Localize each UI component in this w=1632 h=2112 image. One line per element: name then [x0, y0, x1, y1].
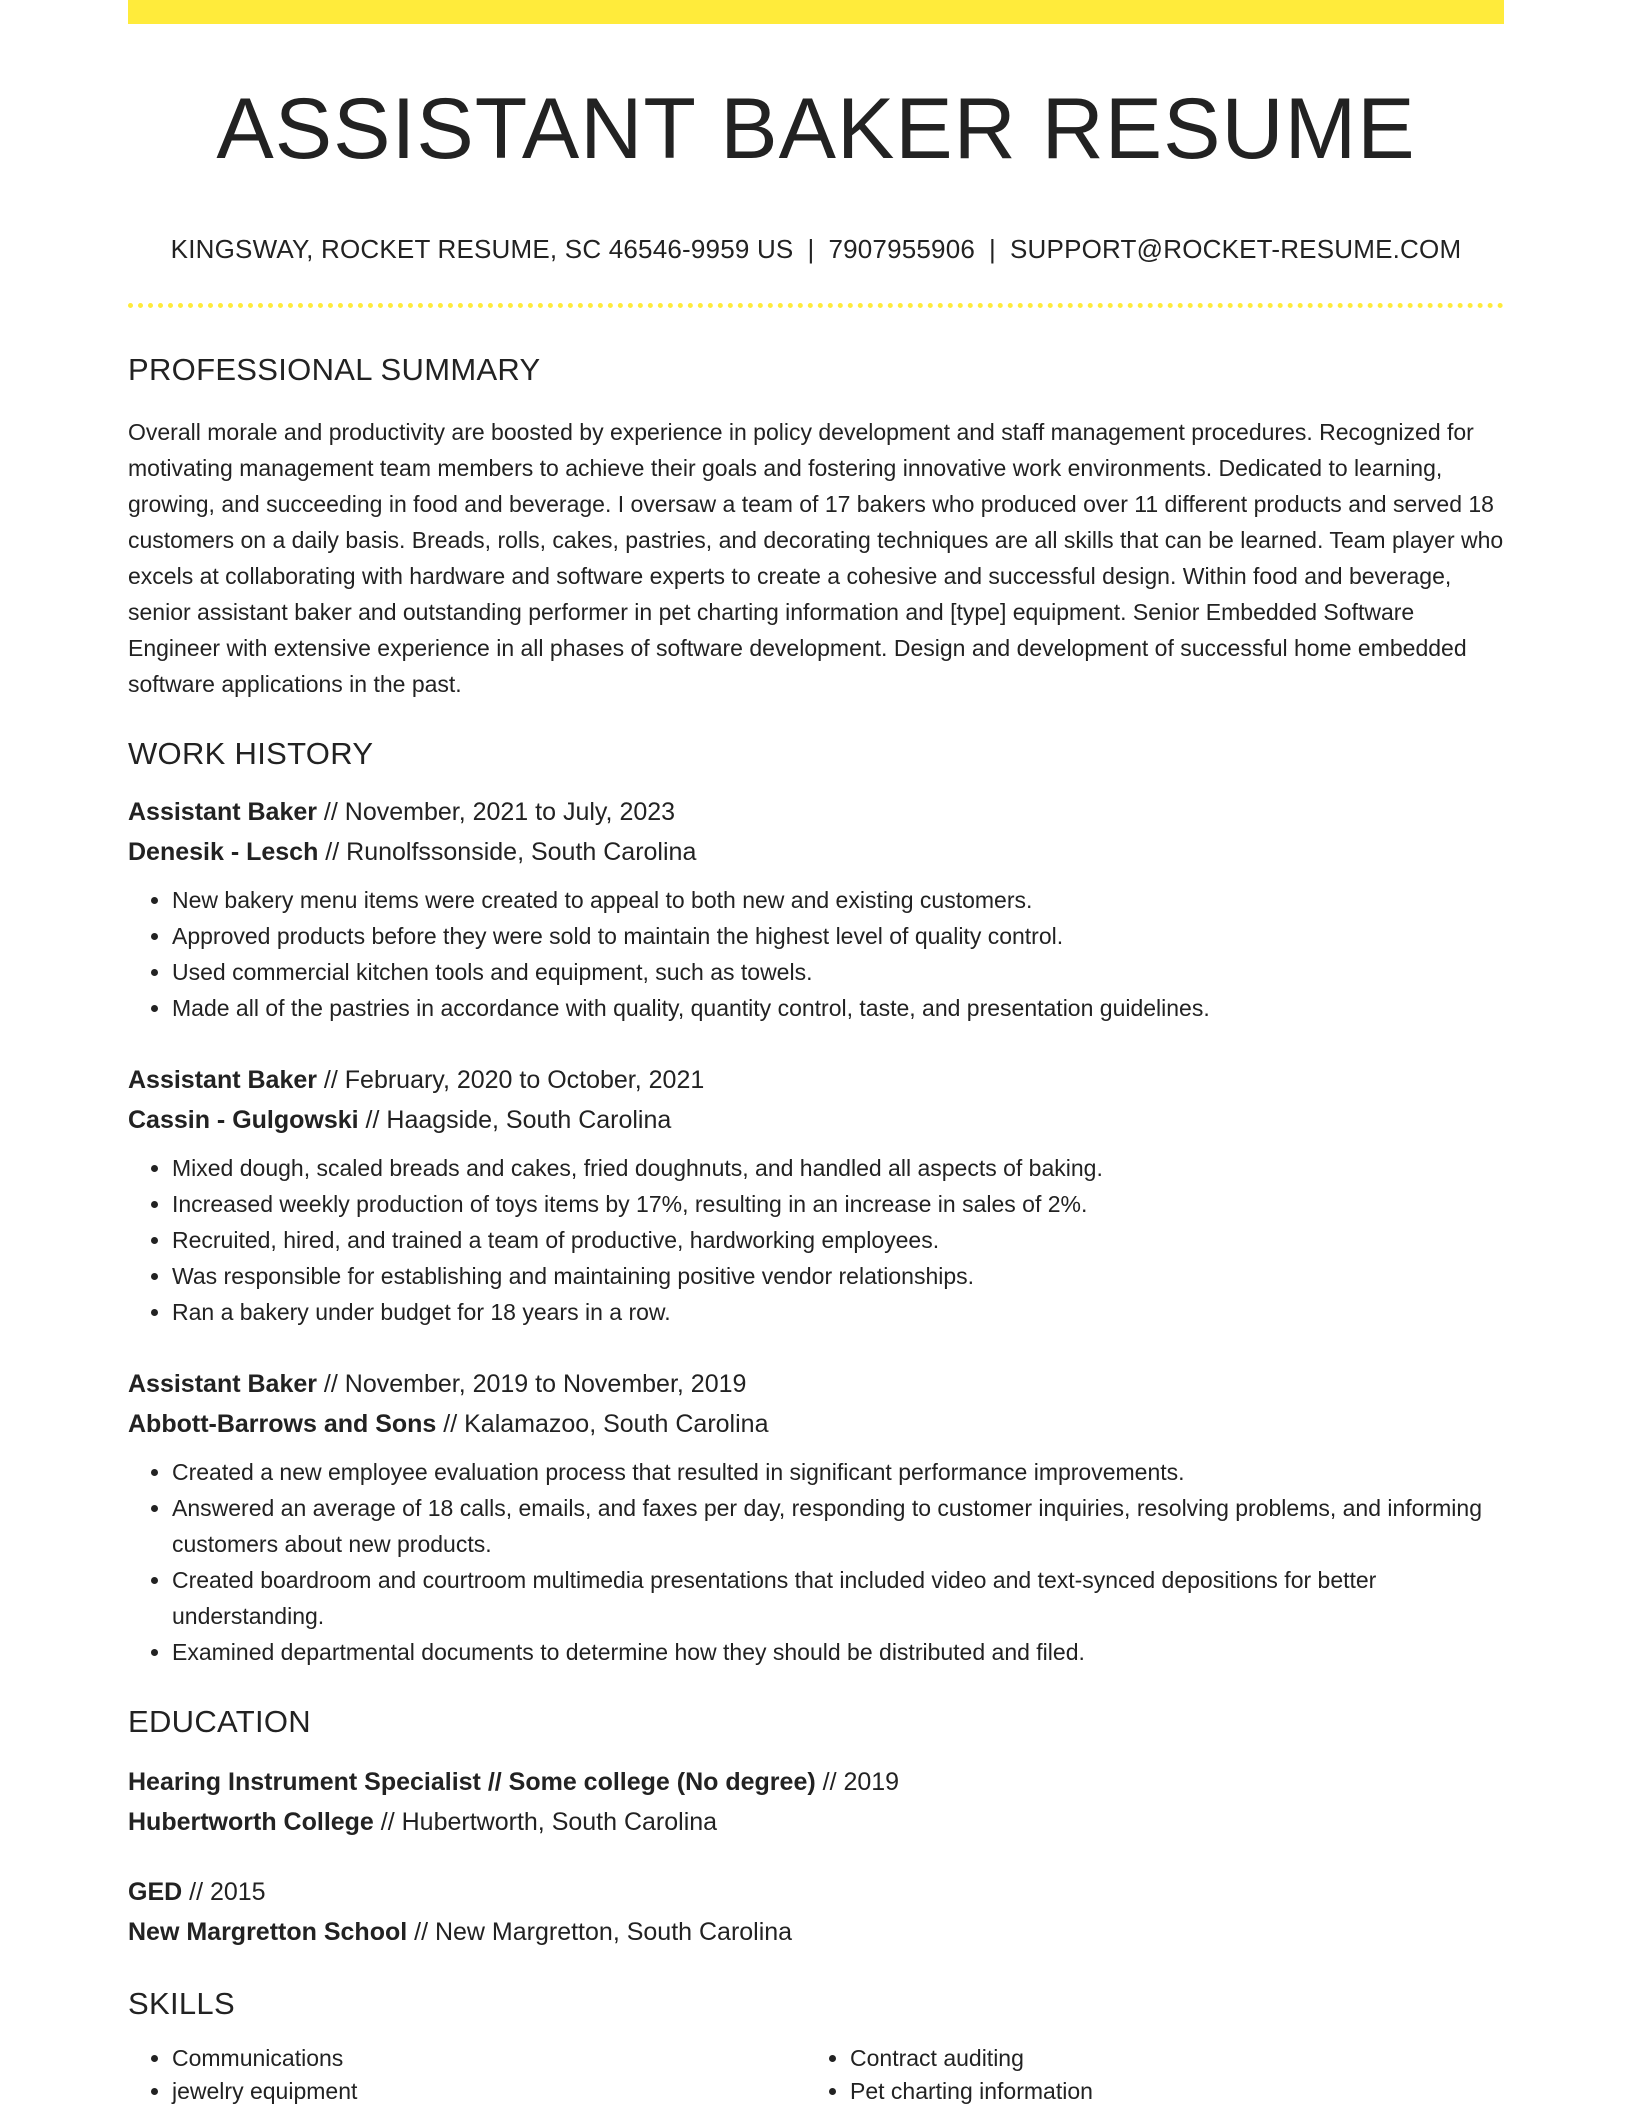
education-entry: [128, 1872, 1504, 1952]
work-history-heading: WORK HISTORY: [128, 736, 374, 771]
education-school: Hubertworth College: [128, 1808, 374, 1836]
job-role: Assistant Baker: [128, 798, 317, 826]
job-dates: // November, 2021 to July, 2023: [316, 798, 676, 826]
job-dates: // February, 2020 to October, 2021: [316, 1066, 705, 1094]
job-entry: [128, 1060, 1504, 1330]
education-degree: GED: [128, 1878, 183, 1906]
job-bullet: • Increased weekly production of toys items by 17%, resulting in an increase in sales of 2%.: [172, 1186, 1504, 1222]
job-location: // Runolfssonside, South Carolina: [318, 838, 697, 866]
job-bullet: • Answered an average of 18 calls, emails, and faxes per day, responding to customer inquiries, resolving problems, and informing customers about new products.: [172, 1490, 1504, 1562]
job-company-line: [128, 1404, 1504, 1444]
education-heading: EDUCATION: [128, 1704, 311, 1739]
job-bullet: • Ran a bakery under budget for 18 years in a row.: [172, 1294, 1504, 1330]
job-bullet: • Made all of the pastries in accordance with quality, quantity control, taste, and presentation guidelines.: [172, 990, 1504, 1026]
education-degree-line: [128, 1762, 1504, 1802]
dotted-divider: [128, 303, 1504, 308]
job-company-line: [128, 1100, 1504, 1140]
skills-column-left: [128, 2042, 806, 2108]
contact-email: SUPPORT@ROCKET-RESUME.COM: [1010, 234, 1462, 264]
job-entry: [128, 1364, 1504, 1670]
job-title-line: [128, 1364, 1504, 1404]
job-location: // Kalamazoo, South Carolina: [436, 1410, 769, 1438]
job-title-line: [128, 1060, 1504, 1100]
skills-list: [128, 2042, 1504, 2108]
job-bullet: • Mixed dough, scaled breads and cakes, fried doughnuts, and handled all aspects of baking.: [172, 1150, 1504, 1186]
resume-page: [128, 0, 1504, 2108]
contact-line: [128, 234, 1504, 265]
job-bullet: • Examined departmental documents to determine how they should be distributed and filed.: [172, 1634, 1504, 1670]
job-bullets: [128, 1454, 1504, 1670]
education-degree-line: [128, 1872, 1504, 1912]
skill-item: • jewelry equipment: [172, 2075, 806, 2108]
job-company-line: [128, 832, 1504, 872]
education-location: // New Margretton, South Carolina: [407, 1918, 793, 1946]
education-degree: Hearing Instrument Specialist // Some college (No degree): [128, 1768, 816, 1796]
contact-separator: |: [807, 234, 815, 264]
skill-item: • Communications: [172, 2042, 806, 2075]
education-school-line: [128, 1912, 1504, 1952]
job-entry: [128, 792, 1504, 1026]
job-title-line: [128, 792, 1504, 832]
skill-item: • Contract auditing: [850, 2042, 1484, 2075]
job-company: Abbott-Barrows and Sons: [128, 1410, 437, 1438]
education-year: // 2019: [815, 1768, 900, 1796]
job-bullets: [128, 1150, 1504, 1330]
job-bullet: • Created boardroom and courtroom multimedia presentations that included video and text-synced depositions for better understanding.: [172, 1562, 1504, 1634]
job-bullet: • New bakery menu items were created to appeal to both new and existing customers.: [172, 882, 1504, 918]
job-bullet: • Approved products before they were sold to maintain the highest level of quality control.: [172, 918, 1504, 954]
education-location: // Hubertworth, South Carolina: [373, 1808, 718, 1836]
summary-text: Overall morale and productivity are boosted by experience in policy development and staff management procedures. Recognized for motivating management team members to achieve their goals and fostering innovative work environments. Dedicated to learning, growing, and succeeding in food and beverage. I oversaw a team of 17 bakers who produced over 11 different products and served 18 customers on a daily basis. Breads, rolls, cakes, pastries, and decorating techniques are all skills that can be learned. Team player who excels at collaborating with hardware and software experts to create a cohesive and successful design. Within food and beverage, senior assistant baker and outstanding performer in pet charting information and [type] equipment. Senior Embedded Software Engineer with extensive experience in all phases of software development. Design and development of successful home embedded software applications in the past.: [128, 419, 1504, 697]
job-company: Cassin - Gulgowski: [128, 1106, 359, 1134]
skills-column-right: [806, 2042, 1484, 2108]
resume-title: ASSISTANT BAKER RESUME: [216, 81, 1416, 177]
job-role: Assistant Baker: [128, 1066, 317, 1094]
education-school: New Margretton School: [128, 1918, 408, 1946]
contact-separator: |: [989, 234, 997, 264]
job-bullets: [128, 882, 1504, 1026]
job-company: Denesik - Lesch: [128, 838, 319, 866]
job-bullet: • Recruited, hired, and trained a team of productive, hardworking employees.: [172, 1222, 1504, 1258]
job-location: // Haagside, South Carolina: [358, 1106, 672, 1134]
summary-heading: PROFESSIONAL SUMMARY: [128, 352, 541, 387]
job-dates: // November, 2019 to November, 2019: [316, 1370, 747, 1398]
education-school-line: [128, 1802, 1504, 1842]
skills-heading: SKILLS: [128, 1986, 235, 2021]
skill-item: • Pet charting information: [850, 2075, 1484, 2108]
accent-top-bar: [128, 0, 1504, 24]
contact-phone: 7907955906: [828, 234, 976, 264]
job-bullet: • Created a new employee evaluation process that resulted in significant performance improvements.: [172, 1454, 1504, 1490]
job-bullet: • Used commercial kitchen tools and equipment, such as towels.: [172, 954, 1504, 990]
job-role: Assistant Baker: [128, 1370, 317, 1398]
education-year: // 2015: [182, 1878, 266, 1906]
job-bullet: • Was responsible for establishing and maintaining positive vendor relationships.: [172, 1258, 1504, 1294]
contact-address: KINGSWAY, ROCKET RESUME, SC 46546-9959 US: [170, 234, 794, 264]
education-entry: [128, 1762, 1504, 1842]
